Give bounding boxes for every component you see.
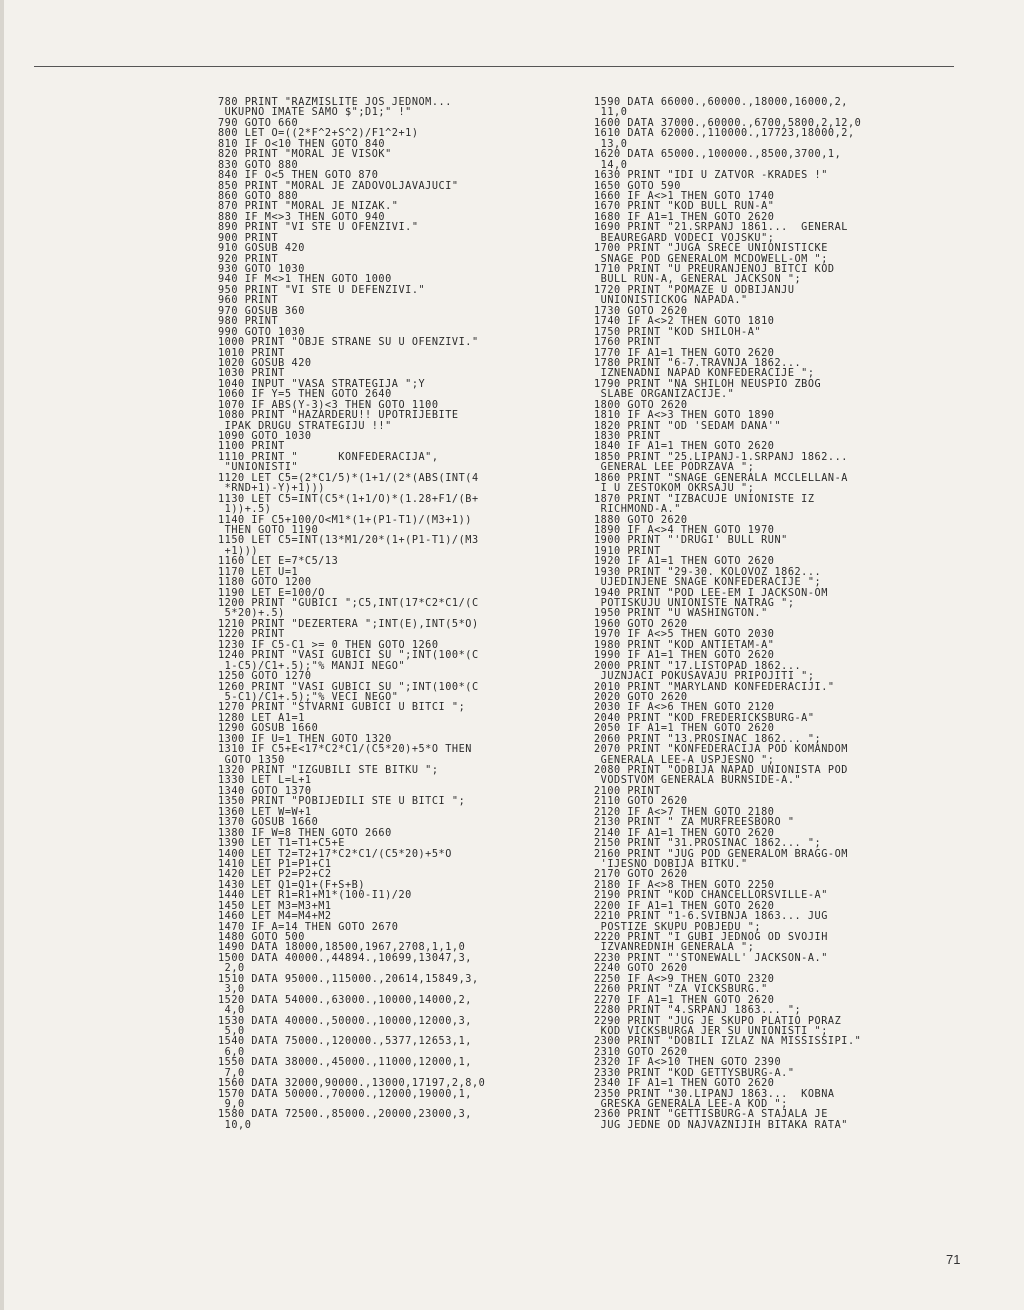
code-line: SLABE ORGANIZACIJE." <box>594 389 735 401</box>
code-line: 1560 DATA 32000,90000.,13000,17197,2,8,0 <box>218 1078 486 1090</box>
code-line: 1540 DATA 75000.,120000.,5377,12653,1, <box>218 1036 472 1048</box>
code-line: 1660 IF A<>1 THEN GOTO 1740 <box>594 190 775 202</box>
code-line: UKUPNO IMATE SAMO $";D1;" !" <box>218 107 412 119</box>
code-line: 2020 GOTO 2620 <box>594 691 688 703</box>
code-line: 1760 PRINT <box>594 337 661 349</box>
code-line: 1220 PRINT <box>218 629 285 641</box>
code-line: 1520 DATA 54000.,63000.,10000,14000,2, <box>218 994 472 1006</box>
code-line: 2310 GOTO 2620 <box>594 1046 688 1058</box>
code-line: I U ZESTOKOM OKRSAJU "; <box>594 483 755 495</box>
code-line: IPAK DRUGU STRATEGIJU !!" <box>218 420 392 432</box>
code-line: 1140 IF C5+100/O<M1*(1+(P1-T1)/(M3+1)) <box>218 514 472 526</box>
code-line: 1720 PRINT "POMAZE U ODBIJANJU <box>594 284 795 296</box>
code-line: 1090 GOTO 1030 <box>218 431 312 442</box>
code-line: 1430 LET Q1=Q1+(F+S+B) <box>218 879 366 891</box>
code-line: 1830 PRINT <box>594 431 661 442</box>
code-line: 1160 LET E=7*C5/13 <box>218 556 339 568</box>
code-line: 1080 PRINT "HAZARDERU!! UPOTRIJEBITE <box>218 410 459 422</box>
code-line: BEAUREGARD VODECI VOJSKU"; <box>594 232 775 244</box>
code-line: 1550 DATA 38000.,45000.,11000,12000,1, <box>218 1057 472 1069</box>
code-line: 2080 PRINT "ODBIJA NAPAD UNIONISTA POD <box>594 765 848 776</box>
code-line: UNIONISTICKOG NAPADA." <box>594 295 748 307</box>
code-line: 1360 LET W=W+1 <box>218 806 312 818</box>
code-line: 850 PRINT "MORAL JE ZADOVOLJAVAJUCI" <box>218 180 459 192</box>
code-line: 1750 PRINT "KOD SHILOH-A" <box>594 326 762 338</box>
code-line: 920 PRINT <box>218 253 279 265</box>
code-line: JUZNJACI POKUSAVAJU PRIPOJITI "; <box>594 671 815 683</box>
code-line: 1130 LET C5=INT(C5*(1+1/O)*(1.28+F1/(B+ <box>218 493 479 505</box>
code-line: 940 IF M<>1 THEN GOTO 1000 <box>218 274 392 286</box>
code-line: RICHMOND-A." <box>594 504 681 516</box>
code-line: 1920 IF A1=1 THEN GOTO 2620 <box>594 556 775 568</box>
code-line: 2110 GOTO 2620 <box>594 796 688 808</box>
code-line: 'IJESNO DOBIJA BITKU." <box>594 858 748 870</box>
code-line: 1380 IF W=8 THEN GOTO 2660 <box>218 827 392 839</box>
code-line: 1970 IF A<>5 THEN GOTO 2030 <box>594 629 775 641</box>
code-line: 1980 PRINT "KOD ANTIETAM-A" <box>594 639 775 651</box>
code-line: 1860 PRINT "SNAGE GENERALA MCCLELLAN-A <box>594 472 848 484</box>
code-line: 1770 IF A1=1 THEN GOTO 2620 <box>594 347 775 359</box>
code-line: 1350 PRINT "POBIJEDILI STE U BITCI "; <box>218 796 466 808</box>
code-line: 1340 GOTO 1370 <box>218 785 312 797</box>
code-line: 1910 PRINT <box>594 545 661 557</box>
code-line: 1800 GOTO 2620 <box>594 399 688 411</box>
code-line: 1400 LET T2=T2+17*C2*C1/(C5*20)+5*O <box>218 848 452 860</box>
code-line: THEN GOTO 1190 <box>218 524 319 536</box>
code-line: 2280 PRINT "4.SRPANJ 1863... "; <box>594 1005 802 1017</box>
code-line: 1630 PRINT "IDI U ZATVOR -KRADES !" <box>594 170 828 182</box>
code-line: 800 LET O=((2*F^2+S^2)/F1^2+1) <box>218 128 419 140</box>
code-line: POTISKUJU UNIONISTE NATRAG "; <box>594 598 795 609</box>
code-line: 1790 PRINT "NA SHILOH NEUSPIO ZBOG <box>594 378 822 390</box>
code-line: 2340 IF A1=1 THEN GOTO 2620 <box>594 1078 775 1090</box>
code-line: 1020 GOSUB 420 <box>218 357 312 369</box>
code-line: 1190 LET E=100/O <box>218 587 325 599</box>
code-line: IZNENADNI NAPAD KONFEDERACIJE "; <box>594 368 815 380</box>
code-line: 1620 DATA 65000.,100000.,8500,3700,1, <box>594 149 842 161</box>
code-line: 1070 IF ABS(Y-3)<3 THEN GOTO 1100 <box>218 399 439 411</box>
code-line: 5,0 <box>218 1025 245 1037</box>
code-line: 1330 LET L=L+1 <box>218 775 312 787</box>
listing-left-column <box>218 98 596 1131</box>
code-line: 1250 GOTO 1270 <box>218 671 312 683</box>
code-line: 1440 LET R1=R1+M1*(100-I1)/20 <box>218 890 412 902</box>
code-line: 2230 PRINT "'STONEWALL' JACKSON-A." <box>594 952 828 964</box>
code-line: 2320 IF A<>10 THEN GOTO 2390 <box>594 1057 782 1069</box>
code-line: 1990 IF A1=1 THEN GOTO 2620 <box>594 650 775 662</box>
code-line: 2060 PRINT "13.PROSINAC 1862... "; <box>594 733 822 745</box>
code-line: 1230 IF C5-C1 >= 0 THEN GOTO 1260 <box>218 639 439 651</box>
code-line: 1580 DATA 72500.,85000.,20000,23000,3, <box>218 1109 472 1121</box>
code-line: 1900 PRINT "'DRUGI' BULL RUN" <box>594 535 788 547</box>
code-line: 1570 DATA 50000.,70000.,12000,19000,1, <box>218 1088 472 1100</box>
code-line: 4,0 <box>218 1005 245 1017</box>
code-line: 870 PRINT "MORAL JE NIZAK." <box>218 201 399 213</box>
code-line: *RND+1)-Y)+1))) <box>218 483 325 495</box>
code-line: 950 PRINT "VI STE U DEFENZIVI." <box>218 284 426 296</box>
code-line: 1590 DATA 66000.,60000.,18000,16000,2, <box>594 97 848 108</box>
code-line: 2250 IF A<>9 THEN GOTO 2320 <box>594 973 775 985</box>
code-line: 1530 DATA 40000.,50000.,10000,12000,3, <box>218 1015 472 1027</box>
code-line: 2270 IF A1=1 THEN GOTO 2620 <box>594 994 775 1006</box>
code-line: 820 PRINT "MORAL JE VISOK" <box>218 149 392 161</box>
code-line: 1840 IF A1=1 THEN GOTO 2620 <box>594 441 775 453</box>
code-line: 2210 PRINT "1-6.SVIBNJA 1863... JUG <box>594 911 828 923</box>
code-line: 2180 IF A<>8 THEN GOTO 2250 <box>594 879 775 891</box>
code-line: 2290 PRINT "JUG JE SKUPO PLATIO PORAZ <box>594 1015 842 1027</box>
page-edge <box>0 0 4 1310</box>
code-line: 1930 PRINT "29-30. KOLOVOZ 1862... <box>594 566 822 578</box>
code-line: 810 IF O<10 THEN GOTO 840 <box>218 138 386 150</box>
code-line: 3,0 <box>218 984 245 996</box>
code-line: 830 GOTO 880 <box>218 159 299 171</box>
code-line: 1370 GOSUB 1660 <box>218 817 319 829</box>
page-number: 71 <box>946 1252 961 1267</box>
code-line: 1480 GOTO 500 <box>218 932 305 943</box>
code-line: 930 GOTO 1030 <box>218 264 305 275</box>
code-line: 970 GOSUB 360 <box>218 305 305 317</box>
code-line: 2150 PRINT "31.PROSINAC 1862... "; <box>594 838 822 850</box>
code-line: 2200 IF A1=1 THEN GOTO 2620 <box>594 900 775 912</box>
code-line: 1120 LET C5=(2*C1/5)*(1+1/(2*(ABS(INT(4 <box>218 472 479 484</box>
code-line: 1290 GOSUB 1660 <box>218 723 319 735</box>
code-line: 1780 PRINT "6-7.TRAVNJA 1862... <box>594 357 802 369</box>
code-line: 890 PRINT "VI STE U OFENZIVI." <box>218 222 419 234</box>
code-line: 1600 DATA 37000.,60000.,6700,5800,2,12,0 <box>594 117 862 129</box>
code-line: 1490 DATA 18000,18500,1967,2708,1,1,0 <box>218 942 466 954</box>
code-line: 1810 IF A<>3 THEN GOTO 1890 <box>594 410 775 422</box>
code-line: 2030 IF A<>6 THEN GOTO 2120 <box>594 702 775 714</box>
code-line: 1390 LET T1=T1+C5+E <box>218 838 345 850</box>
code-line: 980 PRINT <box>218 316 279 328</box>
code-line: JUG JEDNE OD NAJVAZNIJIH BITAKA RATA" <box>594 1119 848 1131</box>
code-line: 1730 GOTO 2620 <box>594 305 688 317</box>
code-line: GRESKA GENERALA LEE-A KOD "; <box>594 1099 788 1110</box>
code-line: 1460 LET M4=M4+M2 <box>218 911 332 923</box>
code-line: 1710 PRINT "U PREURANJENOJ BITCI KOD <box>594 264 835 275</box>
code-line: 1110 PRINT " KONFEDERACIJA", <box>218 451 439 463</box>
code-line: 1500 DATA 40000.,44894.,10699,13047,3, <box>218 952 472 964</box>
code-line: 2140 IF A1=1 THEN GOTO 2620 <box>594 827 775 839</box>
code-line: 860 GOTO 880 <box>218 190 299 202</box>
code-line: 1610 DATA 62000.,110000.,17723,18000,2, <box>594 128 855 140</box>
code-line: 2050 IF A1=1 THEN GOTO 2620 <box>594 723 775 735</box>
code-line: 1850 PRINT "25.LIPANJ-1.SRPANJ 1862... <box>594 451 848 463</box>
code-line: 2300 PRINT "DOBILI IZLAZ NA MISSISSIPI." <box>594 1036 862 1048</box>
code-line: 1820 PRINT "OD 'SEDAM DANA'" <box>594 420 782 432</box>
code-line: GOTO 1350 <box>218 754 285 766</box>
code-line: 2000 PRINT "17.LISTOPAD 1862... <box>594 660 802 672</box>
code-line: 1260 PRINT "VASI GUBICI SU ";INT(100*(C <box>218 681 479 693</box>
code-line: 2160 PRINT "JUG POD GENERALOM BRAGG-OM <box>594 848 848 860</box>
code-line: 1270 PRINT "STVARNI GUBICI U BITCI "; <box>218 702 466 714</box>
code-line: 2010 PRINT "MARYLAND KONFEDERACIJI." <box>594 681 835 693</box>
code-line: 1240 PRINT "VASI GUBICI SU ";INT(100*(C <box>218 650 479 662</box>
code-line: 9,0 <box>218 1099 245 1110</box>
code-line: 1300 IF U=1 THEN GOTO 1320 <box>218 733 392 745</box>
code-line: 2240 GOTO 2620 <box>594 963 688 975</box>
code-line: 1200 PRINT "GUBICI ";C5,INT(17*C2*C1/(C <box>218 598 479 609</box>
code-line: 1510 DATA 95000.,115000.,20614,15849,3, <box>218 973 479 985</box>
code-line: 1210 PRINT "DEZERTERA ";INT(E),INT(5*O) <box>218 618 479 630</box>
code-line: VODSTVOM GENERALA BURNSIDE-A." <box>594 775 802 787</box>
code-line: 1950 PRINT "U WASHINGTON." <box>594 608 768 620</box>
code-line: UJEDINJENE SNAGE KONFEDERACIJE "; <box>594 577 822 589</box>
code-line: 1670 PRINT "KOD BULL RUN-A" <box>594 201 775 213</box>
code-line: 960 PRINT <box>218 295 279 307</box>
code-line: 1150 LET C5=INT(13*M1/20*(1+(P1-T1)/(M3 <box>218 535 479 547</box>
code-line: 1700 PRINT "JUGA SRECE UNIONISTICKE <box>594 243 828 255</box>
code-line: 1740 IF A<>2 THEN GOTO 1810 <box>594 316 775 328</box>
code-line: 1010 PRINT <box>218 347 285 359</box>
code-line: KOD VICKSBURGA JER SU UNIONISTI "; <box>594 1025 828 1037</box>
code-line: IZVANREDNIH GENERALA "; <box>594 942 755 954</box>
code-line: 7,0 <box>218 1067 245 1079</box>
code-line: 1960 GOTO 2620 <box>594 618 688 630</box>
code-line: 2040 PRINT "KOD FREDERICKSBURG-A" <box>594 712 815 724</box>
code-line: 1310 IF C5+E<17*C2*C1/(C5*20)+5*O THEN <box>218 744 472 756</box>
code-line: 990 GOTO 1030 <box>218 326 305 338</box>
code-line: 790 GOTO 660 <box>218 117 299 129</box>
code-line: 1320 PRINT "IZGUBILI STE BITKU "; <box>218 765 439 776</box>
code-line: 1880 GOTO 2620 <box>594 514 688 526</box>
code-line: 900 PRINT <box>218 232 279 244</box>
code-line: 5-C1)/C1+.5);"% VECI NEGO" <box>218 691 399 703</box>
code-line: 1470 IF A=14 THEN GOTO 2670 <box>218 921 399 933</box>
code-line: 2260 PRINT "ZA VICKSBURG." <box>594 984 768 996</box>
code-line: 2360 PRINT "GETTISBURG-A STAJALA JE <box>594 1109 828 1121</box>
listing-right-column <box>594 98 974 1131</box>
code-line: 2190 PRINT "KOD CHANCELLORSVILLE-A" <box>594 890 828 902</box>
code-line: 1060 IF Y=5 THEN GOTO 2640 <box>218 389 392 401</box>
code-line: 1420 LET P2=P2+C2 <box>218 869 332 881</box>
code-line: 13,0 <box>594 138 628 150</box>
code-line: 1680 IF A1=1 THEN GOTO 2620 <box>594 211 775 223</box>
code-line: 840 IF O<5 THEN GOTO 870 <box>218 170 379 182</box>
code-line: 1870 PRINT "IZBACUJE UNIONISTE IZ <box>594 493 815 505</box>
code-line: GENERALA LEE-A USPJESNO "; <box>594 754 775 766</box>
code-line: 1650 GOTO 590 <box>594 180 681 192</box>
code-line: 910 GOSUB 420 <box>218 243 305 255</box>
code-line: POSTIZE SKUPU POBJEDU "; <box>594 921 762 933</box>
code-line: 1000 PRINT "OBJE STRANE SU U OFENZIVI." <box>218 337 479 349</box>
code-line: BULL RUN-A, GENERAL JACKSON "; <box>594 274 802 286</box>
code-line: 5*20)+.5) <box>218 608 285 620</box>
code-line: 2100 PRINT <box>594 785 661 797</box>
code-line: SNAGE POD GENERALOM MCDOWELL-OM "; <box>594 253 828 265</box>
code-line: 1280 LET A1=1 <box>218 712 305 724</box>
code-line: 1180 GOTO 1200 <box>218 577 312 589</box>
code-line: 2130 PRINT " ZA MURFREESBORO " <box>594 817 795 829</box>
code-line: 2350 PRINT "30.LIPANJ 1863... KOBNA <box>594 1088 835 1100</box>
code-line: 14,0 <box>594 159 628 171</box>
code-line: 2170 GOTO 2620 <box>594 869 688 881</box>
code-line: 2330 PRINT "KOD GETTYSBURG-A." <box>594 1067 795 1079</box>
code-line: 1030 PRINT <box>218 368 285 380</box>
code-line: 1-C5)/C1+.5);"% MANJI NEGO" <box>218 660 406 672</box>
code-line: 1450 LET M3=M3+M1 <box>218 900 332 912</box>
code-line: 10,0 <box>218 1119 252 1131</box>
code-line: 1410 LET P1=P1+C1 <box>218 858 332 870</box>
code-line: 880 IF M<>3 THEN GOTO 940 <box>218 211 386 223</box>
code-line: 1170 LET U=1 <box>218 566 299 578</box>
code-line: 2220 PRINT "I GUBI JEDNOG OD SVOJIH <box>594 932 828 943</box>
code-line: 1890 IF A<>4 THEN GOTO 1970 <box>594 524 775 536</box>
code-line: 1940 PRINT "POD LEE-EM I JACKSON-OM <box>594 587 828 599</box>
code-line: GENERAL LEE PODRZAVA "; <box>594 462 755 474</box>
code-line: +1))) <box>218 545 259 557</box>
code-line: 2120 IF A<>7 THEN GOTO 2180 <box>594 806 775 818</box>
code-line: 2,0 <box>218 963 245 975</box>
top-rule <box>34 66 954 67</box>
code-line: 11,0 <box>594 107 628 119</box>
code-line: 2070 PRINT "KONFEDERACIJA POD KOMANDOM <box>594 744 848 756</box>
code-line: 1040 INPUT "VASA STRATEGIJA ";Y <box>218 378 426 390</box>
code-line: 1690 PRINT "21.SRPANJ 1861... GENERAL <box>594 222 848 234</box>
code-line: 780 PRINT "RAZMISLITE JOS JEDNOM... <box>218 97 452 108</box>
code-line: 6,0 <box>218 1046 245 1058</box>
code-line: "UNIONISTI" <box>218 462 299 474</box>
code-line: 1100 PRINT <box>218 441 285 453</box>
code-line: 1))+.5) <box>218 504 272 516</box>
